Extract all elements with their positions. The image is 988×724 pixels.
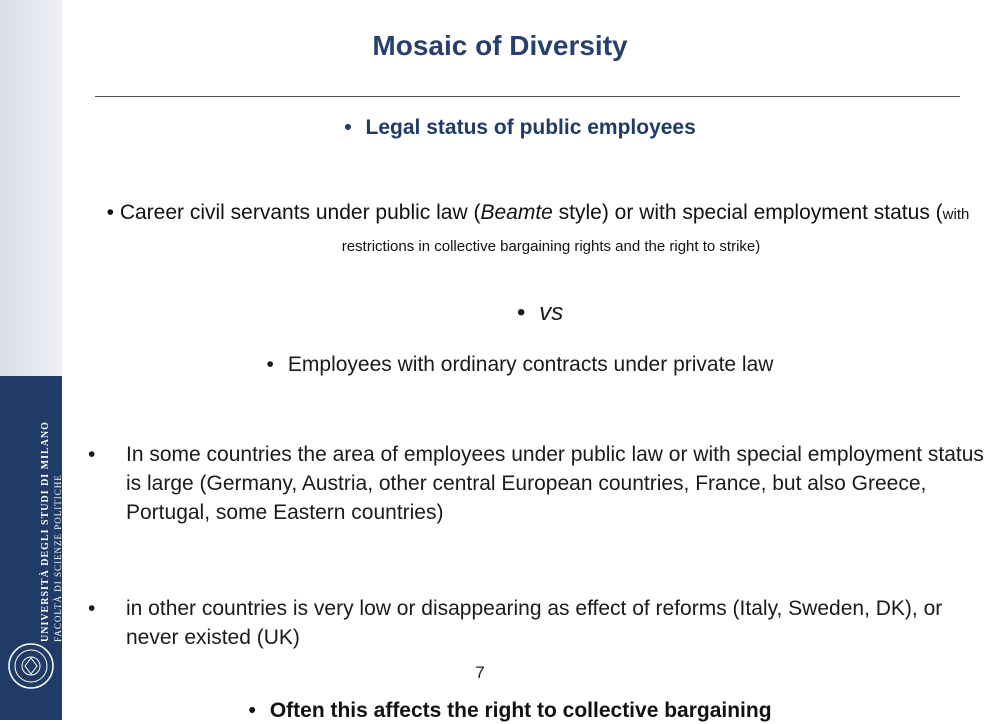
footer-bullet-text: Often this affects the right to collective bargaining: [269, 699, 772, 722]
list-item: [88, 594, 988, 652]
university-label: UNIVERSITÀ DEGLI STUDI DI MILANO: [40, 421, 51, 642]
civil-mid-text: style) or with special employment status (: [552, 201, 943, 224]
faculty-label: FACOLTÀ DI SCIENZE POLITICHE: [53, 474, 63, 642]
employees-bullet: [120, 352, 920, 378]
vs-text: vs: [539, 299, 564, 326]
university-sidebar: [0, 0, 62, 720]
civil-italic-term: Beamte: [480, 201, 553, 224]
civil-note: with restrictions in collective bargaining rights and the right to strike: [341, 206, 970, 255]
university-name: [40, 421, 64, 642]
page-number: 7: [475, 663, 485, 682]
slide-title: Mosaic of Diversity: [372, 30, 628, 61]
point-text: In some countries the area of employees under public law or with special employment status is large (Germany, Austria, other central European countries, France, but also Greece, Portugal, some Eastern countries): [126, 443, 984, 524]
subtitle-bullet: [120, 115, 920, 141]
title-divider: [95, 96, 960, 97]
list-item: [88, 440, 988, 527]
employees-text: Employees with ordinary contracts under private law: [287, 353, 774, 376]
vs-bullet: [480, 300, 600, 326]
university-seal-icon: [7, 642, 55, 690]
civil-servants-bullet: • Career civil servants under public law (Beamte style) or with special employment status (with restrictions in collective bargaining rights and the right to strike): [106, 201, 970, 255]
point-text: in other countries is very low or disappearing as effect of reforms (Italy, Sweden, DK), or never existed (UK): [126, 597, 943, 649]
civil-end: ): [755, 238, 761, 255]
subtitle-text: Legal status of public employees: [365, 116, 696, 139]
civil-main-text: Career civil servants under public law (: [119, 201, 481, 224]
footer-bullet: [100, 698, 920, 724]
